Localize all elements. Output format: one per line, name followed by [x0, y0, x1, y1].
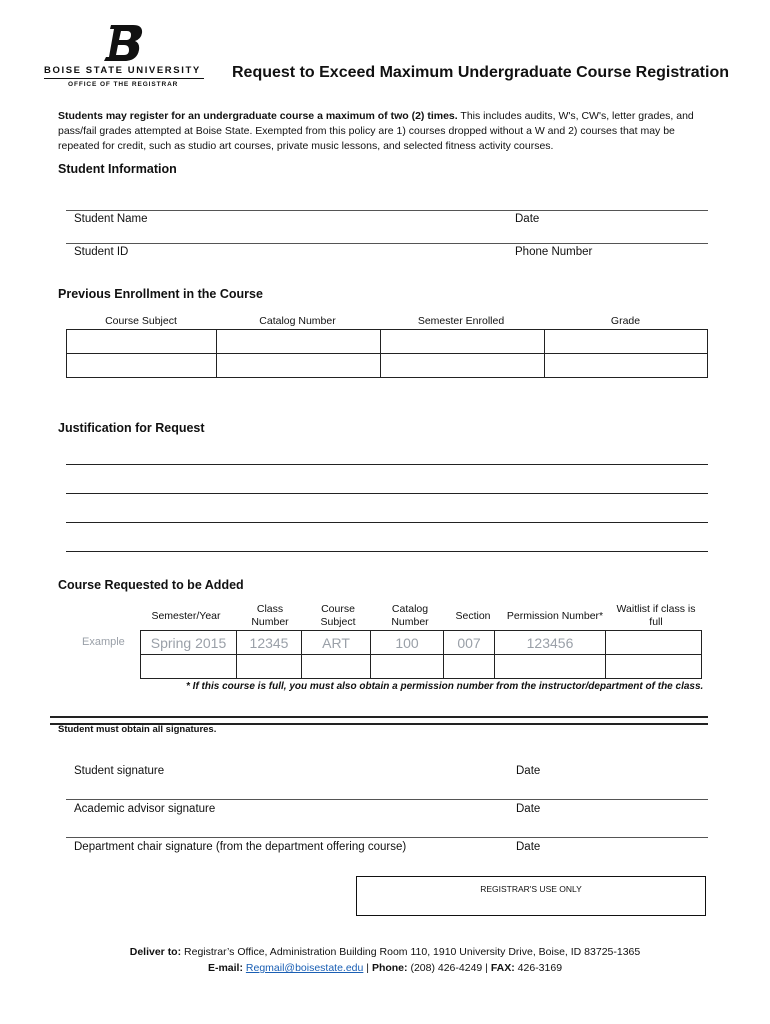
justification-line-2[interactable] [66, 493, 708, 494]
table-cell[interactable] [67, 330, 217, 354]
fax-value: 426-3169 [517, 962, 563, 974]
col-permission-number: Permission Number* [506, 610, 604, 622]
office-name: OFFICE OF THE REGISTRAR [68, 81, 179, 88]
example-section: 007 [444, 631, 495, 655]
col-course-subject: Course Subject [105, 315, 177, 327]
form-title: Request to Exceed Maximum Undergraduate Course Registration [232, 64, 729, 81]
date-label[interactable]: Date [515, 213, 540, 225]
signatures-heading: Student must obtain all signatures. [58, 724, 217, 735]
intro-rest: This includes audits, W's, CW's, letter grades, and pass/fail grades attempted at Boise State. Exempted from this policy are 1) courses dropped without a W and 2) courses that may be repeated for credit, such as studio art courses, private music lessons, and selected fitness activity courses. [58, 110, 694, 152]
col-waitlist: Waitlist if class is full [616, 603, 696, 628]
table-cell[interactable] [237, 655, 302, 679]
col-catalog-number-req: Catalog Number [391, 603, 429, 628]
previous-enrollment-table [66, 329, 708, 378]
advisor-signature-label[interactable]: Academic advisor signature [74, 803, 216, 815]
chair-signature-date-label[interactable]: Date [516, 841, 541, 853]
table-cell[interactable] [217, 330, 381, 354]
justification-line-1[interactable] [66, 464, 708, 465]
table-row [67, 354, 708, 378]
example-catalog-number: 100 [371, 631, 444, 655]
intro-bold: Students may register for an undergraduate course a maximum of two (2) times. [58, 110, 458, 122]
col-semester-enrolled: Semester Enrolled [417, 315, 505, 327]
permission-note: * If this course is full, you must also obtain a permission number from the instructor/department of the class. [186, 681, 704, 692]
table-cell[interactable] [217, 354, 381, 378]
justification-line-3[interactable] [66, 522, 708, 523]
chair-signature-line [66, 837, 708, 838]
footer-contact: E-mail: Regmail@boisestate.edu | Phone: (208) 426-4249 | FAX: 426-3169 [207, 962, 563, 974]
example-semester: Spring 2015 [141, 631, 237, 655]
table-cell[interactable] [381, 330, 545, 354]
example-permission-number: 123456 [495, 631, 606, 655]
boise-state-b-logo-icon [104, 24, 144, 62]
col-catalog-number: Catalog Number [259, 315, 336, 327]
course-requested-heading: Course Requested to be Added [58, 578, 244, 592]
example-waitlist [606, 631, 702, 655]
col-class-number: Class Number [251, 603, 289, 628]
email-label: E-mail: [207, 962, 243, 974]
university-name: BOISE STATE UNIVERSITY [44, 65, 201, 76]
col-course-subject-req: Course Subject [320, 603, 356, 628]
table-cell[interactable] [495, 655, 606, 679]
table-row [141, 655, 702, 679]
example-class-number: 12345 [237, 631, 302, 655]
deliver-label: Deliver to: [129, 946, 182, 958]
student-id-label[interactable]: Student ID [74, 246, 129, 258]
table-cell[interactable] [545, 330, 708, 354]
table-cell[interactable] [545, 354, 708, 378]
student-signature-date-label[interactable]: Date [516, 765, 541, 777]
table-cell[interactable] [606, 655, 702, 679]
phone-number-label[interactable]: Phone Number [515, 246, 593, 258]
table-cell[interactable] [141, 655, 237, 679]
table-row [141, 631, 702, 655]
table-row [67, 330, 708, 354]
advisor-signature-date-label[interactable]: Date [516, 803, 541, 815]
col-grade: Grade [610, 315, 641, 327]
intro-paragraph [58, 109, 698, 154]
deliver-address: Registrar’s Office, Administration Building Room 110, 1910 University Drive, Boise, ID 83725-1365 [181, 946, 641, 958]
course-requested-table [140, 630, 702, 679]
table-cell[interactable] [302, 655, 371, 679]
student-info-heading: Student Information [58, 162, 177, 176]
chair-signature-label[interactable]: Department chair signature (from the department offering course) [74, 841, 407, 853]
justification-line-4[interactable] [66, 551, 708, 552]
col-semester-year: Semester/Year [151, 610, 221, 622]
justification-heading: Justification for Request [58, 421, 205, 435]
table-cell[interactable] [371, 655, 444, 679]
example-label: Example [82, 636, 125, 648]
advisor-signature-line [66, 799, 708, 800]
registrar-use-box [356, 876, 706, 916]
col-section: Section [455, 610, 491, 622]
university-underline [44, 78, 204, 79]
email-link[interactable]: Regmail@boisestate.edu [245, 962, 364, 974]
table-cell[interactable] [381, 354, 545, 378]
fax-label: FAX: [490, 962, 515, 974]
table-cell[interactable] [67, 354, 217, 378]
footer-deliver [0, 946, 770, 958]
student-signature-label[interactable]: Student signature [74, 765, 165, 777]
example-course-subject: ART [302, 631, 371, 655]
table-cell[interactable] [444, 655, 495, 679]
registrar-use-label: REGISTRAR'S USE ONLY [480, 884, 582, 894]
phone-label: Phone: [371, 962, 408, 974]
previous-enrollment-heading: Previous Enrollment in the Course [58, 287, 263, 301]
phone-value: (208) 426-4249 [410, 962, 483, 974]
student-name-line [66, 210, 708, 211]
student-name-label[interactable]: Student Name [74, 213, 148, 225]
student-id-line [66, 243, 708, 244]
